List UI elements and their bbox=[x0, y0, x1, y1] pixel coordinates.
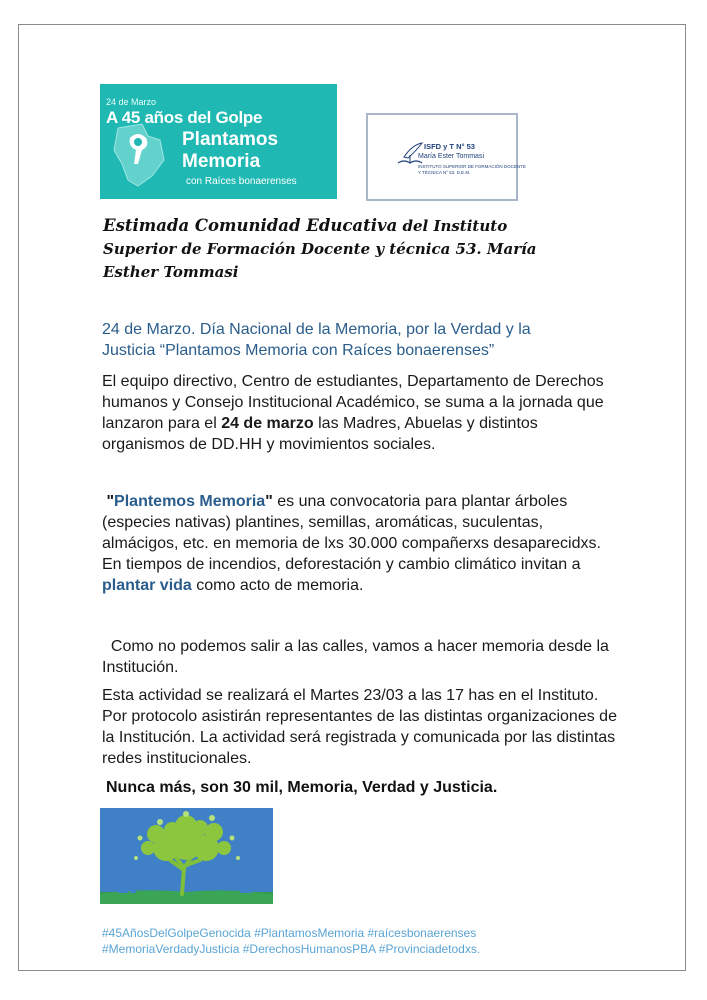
banner-raices: con Raíces bonaerenses bbox=[186, 176, 297, 187]
p2-text-end: como acto de memoria. bbox=[191, 577, 364, 594]
hashtags-line-1: #45AñosDelGolpeGenocida #PlantamosMemoria #raícesbonaerenses bbox=[102, 926, 477, 940]
greeting-main: Estimada Comunidad Educativa bbox=[103, 216, 398, 235]
p1-date-bold: 24 de marzo bbox=[221, 415, 314, 432]
p2-quote-close: " bbox=[265, 493, 273, 510]
paragraph-equipo bbox=[102, 371, 622, 455]
logo-title: ISFD y T N° 53 bbox=[424, 142, 475, 151]
p2-quote-open: " bbox=[106, 493, 115, 510]
p2-text-middle: es una convocatoria para plantar árboles (especies nativas) plantines, semillas, aromáticas, suculentas, almácigos, etc. en memoria de lxs 30.000 compañerxs desaparecidxs. En tiempos de incendios, deforestación y cambio climático invitan a bbox=[102, 493, 601, 573]
hashtags bbox=[102, 925, 480, 957]
day-subtitle: 24 de Marzo. Día Nacional de la Memoria, por la Verdad y la Justicia “Plantamos Memoria con Raíces bonaerenses” bbox=[102, 321, 531, 359]
logo-subtitle-1: INSTITUTO SUPERIOR DE FORMACIÓN DOCENTE bbox=[418, 164, 526, 169]
paragraph-actividad: Esta actividad se realizará el Martes 23/03 a las 17 has en el Instituto. Por protocolo asistirán representantes de las distintas organizaciones de la Institución. La actividad será registrada y comunicada por las distintas redes institucionales. bbox=[102, 687, 617, 767]
paragraph-plantemos bbox=[102, 491, 622, 596]
greeting-heading bbox=[103, 214, 573, 284]
p2-plantar-vida: plantar vida bbox=[102, 577, 192, 594]
slogan: Nunca más, son 30 mil, Memoria, Verdad y Justicia. bbox=[106, 779, 498, 796]
p2-plantemos-memoria: Plantemos Memoria bbox=[114, 493, 266, 510]
logo-name: María Ester Tommasi bbox=[418, 153, 484, 160]
banner-headline: A 45 años del Golpe bbox=[106, 108, 263, 127]
province-map-icon bbox=[108, 120, 168, 190]
greeting-institute: del Instituto Superior de Formación Docente y técnica 53. María Esther Tommasi bbox=[103, 217, 537, 281]
institute-logo bbox=[366, 113, 526, 201]
logo-subtitle-2: Y TÉCNICA N° 53. D.E.M. bbox=[418, 170, 471, 175]
tree-illustration bbox=[100, 808, 273, 904]
hashtags-line-2: #MemoriaVerdadyJusticia #DerechosHumanosPBA #Provinciadetodxs. bbox=[102, 942, 481, 956]
banner-plantamos: Plantamos bbox=[182, 129, 279, 150]
memoria-banner-image bbox=[100, 84, 337, 199]
banner-memoria: Memoria bbox=[182, 151, 261, 172]
p1-text-before: El equipo directivo, Centro de estudiantes, Departamento de Derechos humanos y Consejo Institucional Académico, se suma a la jornada que lanzaron para el bbox=[102, 373, 604, 432]
tree-icon bbox=[100, 808, 273, 904]
paragraph-calles bbox=[102, 636, 622, 678]
p1-text-after: las Madres, Abuelas y distintos organismos de DD.HH y movimientos sociales. bbox=[102, 415, 538, 453]
banner-date: 24 de Marzo bbox=[106, 97, 157, 107]
p3-text: Como no podemos salir a las calles, vamos a hacer memoria desde la Institución. bbox=[102, 638, 609, 676]
